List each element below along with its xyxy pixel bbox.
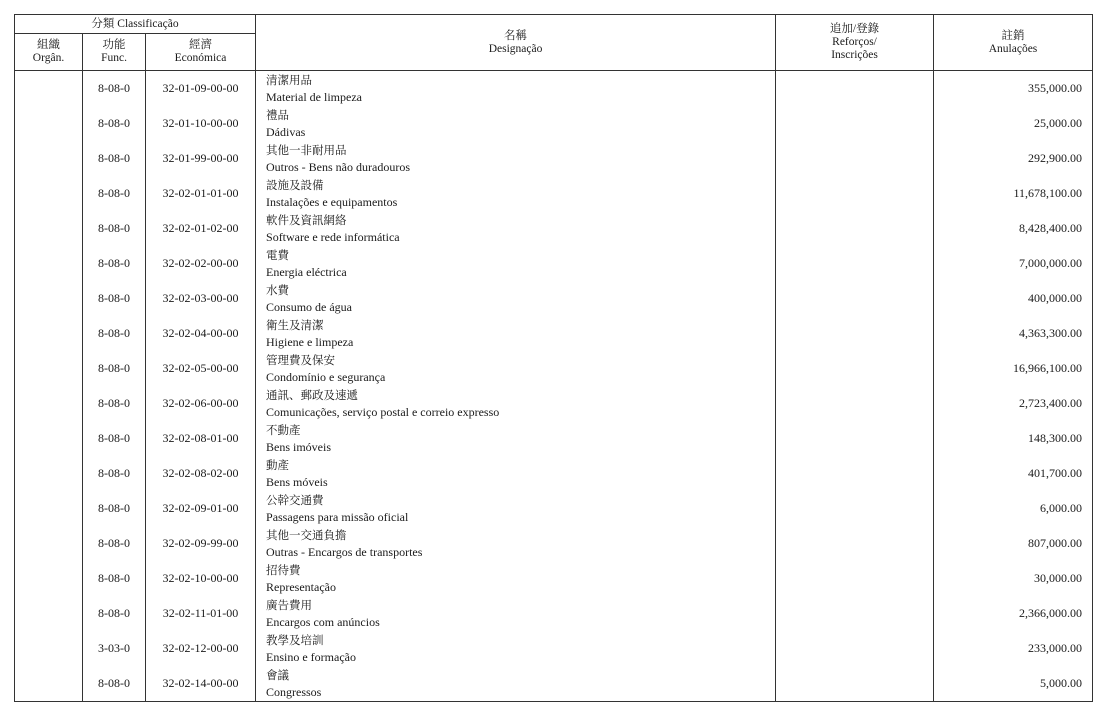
designation-zh: 清潔用品 [266,73,313,87]
funcional-cell: 8-08-0 [83,246,146,281]
designation-pt: Representação [266,580,336,594]
table-row [15,351,1093,386]
organica-cell [15,526,83,561]
anulacao-amount-cell: 25,000.00 [934,106,1093,141]
designation-zh: 設施及設備 [266,178,324,192]
classification-header: 分類 Classificação [15,15,256,34]
funcional-cell: 8-08-0 [83,106,146,141]
designation-pt: Outros - Bens não duradouros [266,160,410,174]
organica-header-pt: Orgân. [32,52,65,64]
reforco-cell [776,106,934,141]
organica-cell [15,176,83,211]
designation-pt: Instalações e equipamentos [266,195,398,209]
anulacao-amount-cell: 5,000.00 [934,666,1093,702]
economica-code-cell: 32-02-05-00-00 [146,351,256,386]
designation-cell [256,456,776,491]
funcional-cell: 8-08-0 [83,456,146,491]
funcional-cell: 8-08-0 [83,491,146,526]
designation-zh: 不動產 [266,423,301,437]
designation-cell [256,596,776,631]
table-row [15,141,1093,176]
anulacoes-header-pt: Anulações [988,42,1038,55]
organica-header-zh: 組織 [37,39,60,51]
reforco-cell [776,666,934,702]
economica-code-cell: 32-02-11-01-00 [146,596,256,631]
designation-cell [256,421,776,456]
anulacao-amount-cell: 2,366,000.00 [934,596,1093,631]
funcional-cell: 8-08-0 [83,421,146,456]
table-row [15,456,1093,491]
anulacao-amount-cell: 807,000.00 [934,526,1093,561]
designation-zh: 管理費及保安 [266,353,336,367]
funcional-cell: 8-08-0 [83,526,146,561]
organica-cell [15,596,83,631]
designation-pt: Congressos [266,685,322,699]
designation-cell [256,316,776,351]
designation-pt: Energia eléctrica [266,265,347,279]
organica-cell [15,316,83,351]
reforco-cell [776,316,934,351]
designation-zh: 會議 [266,668,290,682]
anulacoes-header-zh: 註銷 [1001,29,1025,42]
funcional-cell: 8-08-0 [83,351,146,386]
reforco-cell [776,141,934,176]
reforco-cell [776,596,934,631]
designation-zh: 教學及培訓 [266,633,324,647]
designation-cell [256,106,776,141]
designation-pt: Condomínio e segurança [266,370,386,384]
designation-cell [256,211,776,246]
economica-code-cell: 32-02-04-00-00 [146,316,256,351]
funcional-header-zh: 功能 [102,39,126,51]
funcional-cell: 8-08-0 [83,316,146,351]
anulacao-amount-cell: 2,723,400.00 [934,386,1093,421]
anulacao-amount-cell: 11,678,100.00 [934,176,1093,211]
table-row [15,71,1093,107]
table-row [15,316,1093,351]
organica-cell [15,106,83,141]
economica-code-cell: 32-02-10-00-00 [146,561,256,596]
designation-pt: Outras - Encargos de transportes [266,545,423,559]
reforco-cell [776,176,934,211]
reforco-cell [776,561,934,596]
table-row [15,281,1093,316]
economica-code-cell: 32-01-99-00-00 [146,141,256,176]
designation-pt: Bens móveis [266,475,328,489]
funcional-cell: 8-08-0 [83,666,146,702]
organica-cell [15,561,83,596]
table-row [15,561,1093,596]
funcional-cell: 8-08-0 [83,386,146,421]
organica-cell [15,211,83,246]
designation-cell [256,281,776,316]
funcional-cell: 3-03-0 [83,631,146,666]
economica-code-cell: 32-02-02-00-00 [146,246,256,281]
funcional-cell: 8-08-0 [83,211,146,246]
organica-cell [15,491,83,526]
economica-code-cell: 32-02-06-00-00 [146,386,256,421]
economica-code-cell: 32-02-12-00-00 [146,631,256,666]
economica-code-cell: 32-02-09-99-00 [146,526,256,561]
anulacao-amount-cell: 400,000.00 [934,281,1093,316]
funcional-cell: 8-08-0 [83,71,146,107]
designation-zh: 招待費 [266,563,301,577]
table-row [15,631,1093,666]
designation-header-zh: 名稱 [504,29,528,42]
funcional-header [83,34,146,71]
designation-zh: 禮品 [266,108,290,122]
organica-cell [15,246,83,281]
designation-pt: Passagens para missão oficial [266,510,409,524]
funcional-cell: 8-08-0 [83,281,146,316]
designation-cell [256,386,776,421]
reforco-cell [776,421,934,456]
organica-cell [15,631,83,666]
reforcos-header-pt1: Reforços/ [832,36,877,48]
table-row [15,106,1093,141]
table-row [15,246,1093,281]
designation-cell [256,176,776,211]
designation-header-pt: Designação [488,42,543,55]
reforcos-header [776,15,934,71]
budget-rows [15,71,1093,702]
economica-code-cell: 32-02-01-01-00 [146,176,256,211]
designation-pt: Material de limpeza [266,90,362,104]
reforco-cell [776,351,934,386]
organica-header [15,34,83,71]
anulacao-amount-cell: 292,900.00 [934,141,1093,176]
economica-code-cell: 32-02-03-00-00 [146,281,256,316]
economica-code-cell: 32-02-08-02-00 [146,456,256,491]
designation-pt: Bens imóveis [266,440,332,454]
reforco-cell [776,491,934,526]
designation-cell [256,141,776,176]
economica-code-cell: 32-01-10-00-00 [146,106,256,141]
anulacao-amount-cell: 16,966,100.00 [934,351,1093,386]
reforco-cell [776,456,934,491]
designation-pt: Encargos com anúncios [266,615,380,629]
reforco-cell [776,71,934,107]
economica-code-cell: 32-02-01-02-00 [146,211,256,246]
organica-cell [15,281,83,316]
reforco-cell [776,631,934,666]
table-row [15,491,1093,526]
table-row [15,211,1093,246]
economica-code-cell: 32-02-08-01-00 [146,421,256,456]
anulacao-amount-cell: 355,000.00 [934,71,1093,107]
reforcos-header-zh: 追加/登錄 [829,23,880,35]
designation-cell [256,246,776,281]
funcional-cell: 8-08-0 [83,141,146,176]
designation-header [256,15,776,71]
designation-pt: Dádivas [266,125,306,139]
designation-zh: 廣告費用 [266,598,313,612]
anulacao-amount-cell: 4,363,300.00 [934,316,1093,351]
reforco-cell [776,281,934,316]
designation-zh: 通訊、郵政及速遞 [266,388,359,402]
funcional-cell: 8-08-0 [83,561,146,596]
reforco-cell [776,211,934,246]
funcional-header-pt: Func. [101,52,127,64]
anulacao-amount-cell: 8,428,400.00 [934,211,1093,246]
designation-cell [256,561,776,596]
economica-code-cell: 32-02-09-01-00 [146,491,256,526]
designation-cell [256,71,776,107]
reforco-cell [776,526,934,561]
economica-code-cell: 32-01-09-00-00 [146,71,256,107]
organica-cell [15,141,83,176]
table-row [15,421,1093,456]
reforco-cell [776,386,934,421]
designation-pt: Higiene e limpeza [266,335,354,349]
anulacao-amount-cell: 148,300.00 [934,421,1093,456]
anulacoes-header [934,15,1093,71]
anulacao-amount-cell: 233,000.00 [934,631,1093,666]
organica-cell [15,421,83,456]
designation-zh: 電費 [266,248,290,262]
organica-cell [15,71,83,107]
organica-cell [15,666,83,702]
designation-cell [256,526,776,561]
designation-zh: 動產 [266,458,290,472]
designation-zh: 其他一交通負擔 [266,528,347,542]
designation-zh: 水費 [266,283,290,297]
table-row [15,596,1093,631]
table-row [15,386,1093,421]
economica-header-pt: Económica [174,52,227,64]
table-row [15,526,1093,561]
designation-zh: 軟件及資訊網絡 [266,213,347,227]
designation-cell [256,491,776,526]
organica-cell [15,386,83,421]
reforcos-header-pt2: Inscrições [831,49,878,61]
anulacao-amount-cell: 30,000.00 [934,561,1093,596]
organica-cell [15,351,83,386]
designation-cell [256,351,776,386]
designation-cell [256,631,776,666]
designation-pt: Software e rede informática [266,230,400,244]
designation-zh: 衛生及清潔 [266,318,324,332]
table-row [15,176,1093,211]
funcional-cell: 8-08-0 [83,176,146,211]
table-row [15,666,1093,702]
designation-zh: 公幹交通費 [266,493,324,507]
economica-code-cell: 32-02-14-00-00 [146,666,256,702]
anulacao-amount-cell: 401,700.00 [934,456,1093,491]
budget-table [14,14,1093,702]
designation-pt: Comunicações, serviço postal e correio expresso [266,405,500,419]
economica-header [146,34,256,71]
economica-header-zh: 經濟 [189,39,212,51]
designation-pt: Consumo de água [266,300,353,314]
organica-cell [15,456,83,491]
reforco-cell [776,246,934,281]
designation-pt: Ensino e formação [266,650,356,664]
anulacao-amount-cell: 7,000,000.00 [934,246,1093,281]
budget-document [14,14,1092,702]
funcional-cell: 8-08-0 [83,596,146,631]
anulacao-amount-cell: 6,000.00 [934,491,1093,526]
designation-cell [256,666,776,702]
designation-zh: 其他一非耐用品 [266,143,347,157]
